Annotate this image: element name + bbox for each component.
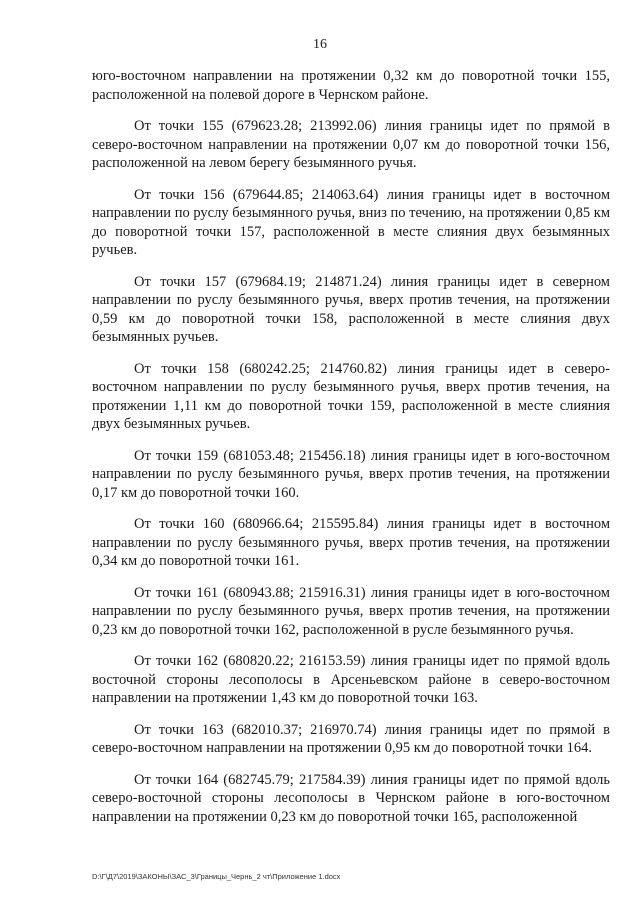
paragraph-point-155: От точки 155 (679623.28; 213992.06) линия границы идет по прямой в северо-восточном направлении на протяжении 0,07 км до поворотной точки 156, расположенной на левом берегу безымянного ручья. <box>92 118 610 171</box>
paragraph-point-162: От точки 162 (680820.22; 216153.59) линия границы идет по прямой вдоль восточной стороны лесополосы в Арсеньевском районе в северо-восточном направлении на протяжении 1,43 км до поворотной точки 163. <box>92 653 610 706</box>
paragraph-point-164: От точки 164 (682745.79; 217584.39) линия границы идет по прямой вдоль северо-восточной стороны лесополосы в Чернском районе в юго-восточном направлении на протяжении 0,23 км до поворотной точки 165, расположенной <box>92 771 610 825</box>
paragraph-point-157: От точки 157 (679684.19; 214871.24) линия границы идет в северном направлении по руслу безымянного ручья, вверх против течения, на протяжении 0,59 км до поворотной точки 158, расположенной в месте слияния двух безымянных ручьев. <box>92 273 610 345</box>
file-path-footer: D:\Г\Д7\2019\ЗАКОНЫ\ЗАС_3\Границы_Чернь_2 чт\Приложение 1.docx <box>92 872 341 881</box>
paragraph-point-158: От точки 158 (680242.25; 214760.82) линия границы идет в северо-восточном направлении по руслу безымянного ручья, вверх против течения, на протяжении 1,11 км до поворотной точки 159, расположенной в месте слияния двух безымянных ручьев. <box>92 360 610 432</box>
paragraph-point-161: От точки 161 (680943.88; 215916.31) линия границы идет в юго-восточном направлении по руслу безымянного ручья, вверх против течения, на протяжении 0,23 км до поворотной точки 162, расположенной в русле безымянного ручья. <box>92 584 610 638</box>
document-body <box>92 67 610 826</box>
page-number: 16 <box>313 37 327 52</box>
paragraph-point-159: От точки 159 (681053.48; 215456.18) линия границы идет в юго-восточном направлении по руслу безымянного ручья, вверх против течения, на протяжении 0,17 км до поворотной точки 160. <box>92 447 610 501</box>
paragraph-point-163: От точки 163 (682010.37; 216970.74) линия границы идет по прямой в северо-восточном направлении на протяжении 0,95 км до поворотной точки 164. <box>92 721 610 756</box>
paragraph-point-160: От точки 160 (680966.64; 215595.84) линия границы идет в восточном направлении по руслу безымянного ручья, вверх против течения, на протяжении 0,34 км до поворотной точки 161. <box>92 516 610 569</box>
paragraph-point-156: От точки 156 (679644.85; 214063.64) линия границы идет в восточном направлении по руслу безымянного ручья, вниз по течению, на протяжении 0,85 км до поворотной точки 157, расположенной в месте слияния двух безымянных ручьев. <box>92 186 610 258</box>
paragraph-continuation: юго-восточном направлении на протяжении 0,32 км до поворотной точки 155, расположенной на полевой дороге в Чернском районе. <box>92 68 610 103</box>
